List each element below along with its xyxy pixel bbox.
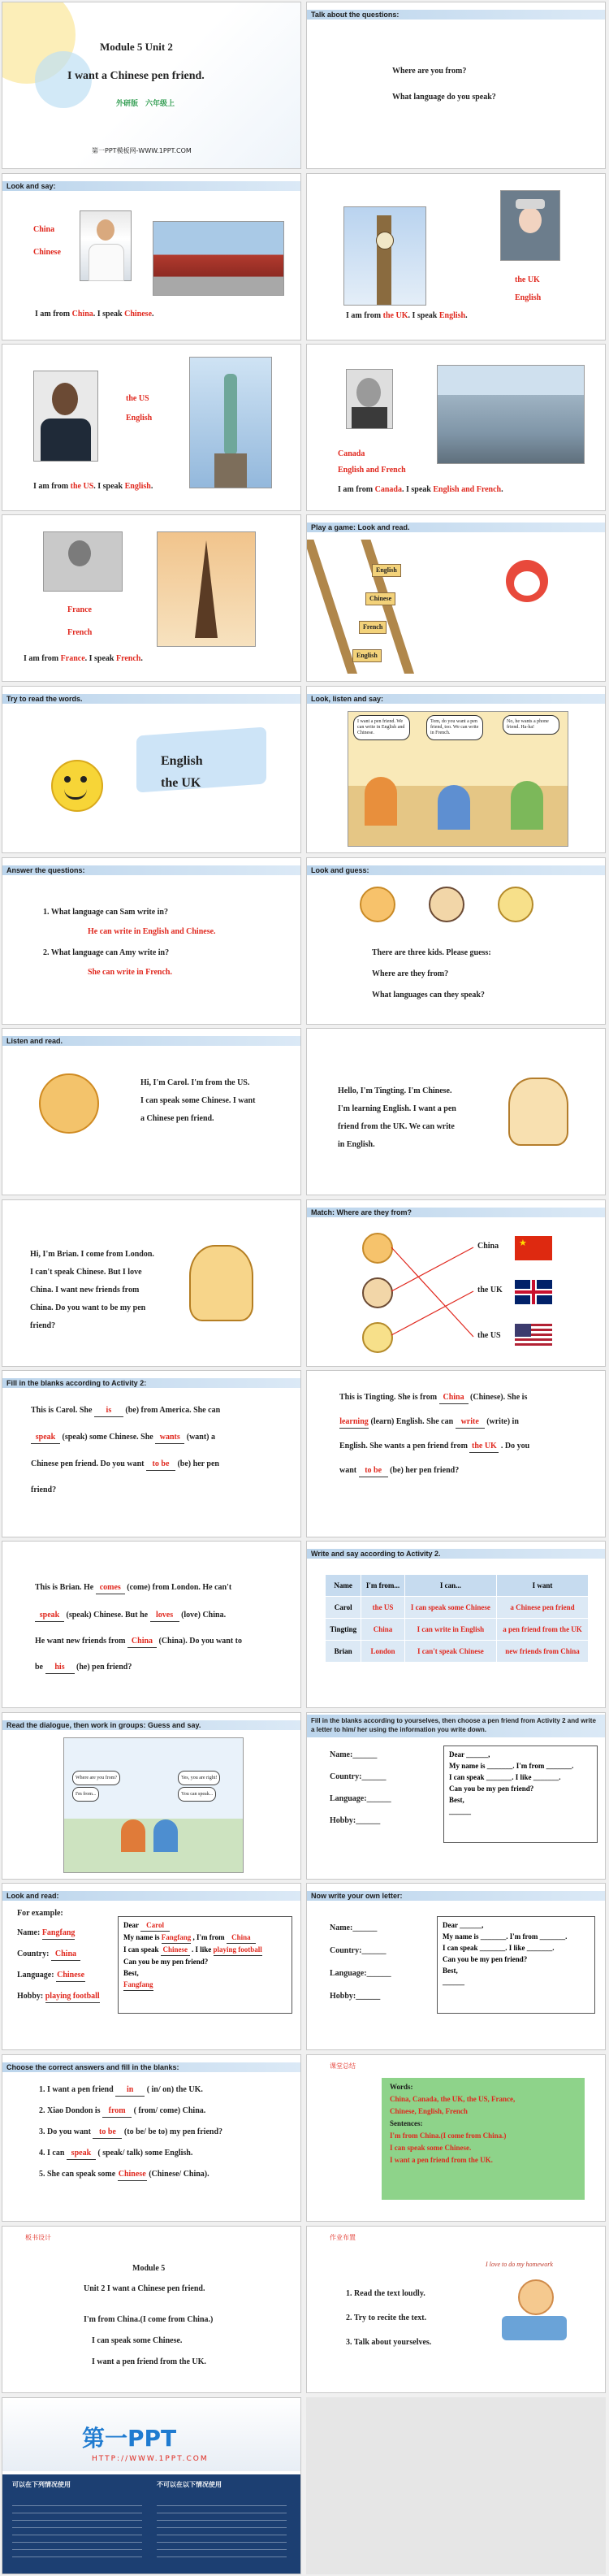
man-portrait-photo [346, 369, 393, 429]
letter-sign: Fangfang [123, 1979, 287, 1991]
slide-header: Look and guess: [307, 865, 605, 875]
sentence: I am from China. I speak Chinese. [35, 310, 154, 319]
exercise-3: 3. Do you want to be (to be/ be to) my pen friend? [39, 2127, 222, 2139]
slide-ladder-game [306, 514, 606, 682]
slide-own-letter [306, 1883, 606, 2050]
classroom-illustration [348, 711, 568, 847]
letter-line-1: My name is Fangfang , I'm from China [123, 1932, 287, 1944]
field-name: Name: Fangfang [17, 1928, 75, 1940]
queen-photo [500, 190, 560, 261]
speech-bubble-2: Tom, do you want a pen friend, too. We can write in French. [426, 715, 483, 740]
letter-best: Best, [443, 1967, 458, 1975]
subtitle: I want a Chinese pen friend. [67, 70, 205, 82]
guess-line-2: Where are they from? [372, 969, 449, 978]
homework-caption: I love to do my homework [486, 2261, 553, 2268]
question-1: 1. What language can Sam write in? [43, 908, 168, 917]
slide-header: Choose the correct answers and fill in the blanks: [2, 2062, 300, 2072]
sentence-2: I can speak some Chinese. [390, 2144, 472, 2152]
table-row [326, 1597, 589, 1619]
language-label: English and French [338, 466, 406, 475]
slide-header: Talk about the questions: [307, 10, 605, 20]
slide-match [306, 1199, 606, 1367]
letter-dear: Dear Carol [123, 1919, 287, 1932]
slide-fill-brian [2, 1541, 301, 1708]
table-cell: I can speak some Chinese [404, 1597, 496, 1619]
exercise-1: 1. I want a pen friend in ( in/ on) the UK. [39, 2084, 203, 2097]
letter-line-2: I can speak _______. I like _______. [443, 1944, 555, 1952]
fill-line-1: This is Carol. She is (be) from America. She can [31, 1405, 220, 1417]
letter-line-3: Can you be my pen friend? [449, 1785, 534, 1793]
language-label: French [67, 628, 93, 637]
fill-line-4: want to be (be) her pen friend? [339, 1465, 459, 1477]
table-cell: I can write in English [404, 1619, 496, 1641]
slide-china [2, 173, 301, 340]
homework-2: 2. Try to recite the text. [346, 2314, 427, 2322]
slide-header: Look, listen and say: [307, 694, 605, 704]
field-hobby: Hobby:______ [330, 1992, 381, 2001]
field-language: Language: Chinese [17, 1970, 85, 1982]
carol-line-1: Hi, I'm Carol. I'm from the US. [140, 1078, 250, 1087]
field-country: Country:______ [330, 1946, 387, 1955]
country-label: the UK [515, 275, 540, 284]
slide-fill-tingting [306, 1370, 606, 1537]
slide-header: Listen and read. [2, 1036, 300, 1046]
table-cell: a pen friend from the UK [497, 1619, 589, 1641]
kid-3-icon [498, 887, 533, 922]
board-tag: 板书设计 [25, 2234, 51, 2241]
info-table [325, 1574, 589, 1663]
slide-header: Fill in the blanks according to Activity 2: [2, 1378, 300, 1388]
example-label: For example: [17, 1909, 63, 1918]
table-cell: new friends from China [497, 1641, 589, 1663]
country-uk: the UK [477, 1286, 503, 1295]
usage-allowed-title: 可以在下列情况使用 [12, 2481, 71, 2488]
word-1: English [161, 754, 203, 768]
slide-summary [306, 2054, 606, 2222]
slide-header: Look and read: [2, 1891, 300, 1901]
field-language: Language:______ [330, 1969, 391, 1978]
board-line-2: Unit 2 I want a Chinese pen friend. [84, 2284, 205, 2293]
slide-talk-questions [306, 2, 606, 169]
obama-photo [33, 371, 98, 462]
title: Module 5 Unit 2 [100, 41, 173, 53]
letter-line-3: Can you be my pen friend? [443, 1955, 528, 1963]
ladder-rung-4: English [352, 649, 382, 662]
table-row [326, 1619, 589, 1641]
language-label: English [126, 414, 153, 423]
tingting-line-1: Hello, I'm Tingting. I'm Chinese. [338, 1086, 452, 1095]
words-label: Words: [390, 2083, 413, 2091]
board-line-1: Module 5 [132, 2264, 166, 2273]
field-language: Language:______ [330, 1794, 391, 1803]
letter-best: Best, [123, 1969, 139, 1977]
letter-dear: Dear ______, [443, 1921, 484, 1929]
slide-fill-carol [2, 1370, 301, 1537]
fill-line-1: This is Tingting. She is from China (Chinese). She is [339, 1392, 527, 1404]
slide-example-letter [2, 1883, 301, 2050]
tingting-line-4: in English. [338, 1140, 375, 1149]
usage-forbidden-title: 不可以在以下情况使用 [157, 2481, 222, 2488]
slide-header: Write and say according to Activity 2. [307, 1549, 605, 1559]
sentences-label: Sentences: [390, 2119, 423, 2127]
language-label: Chinese [33, 248, 61, 257]
letter-template [437, 1916, 595, 2014]
field-country: Country: China [17, 1949, 80, 1961]
slide-brand [2, 2397, 301, 2574]
question-1: Where are you from? [392, 67, 467, 76]
sentence: I am from France. I speak French. [24, 654, 143, 663]
table-header-row [326, 1575, 589, 1597]
country-label: the US [126, 394, 149, 403]
match-line-1 [391, 1247, 473, 1337]
sentence: I am from the UK. I speak English. [346, 311, 468, 320]
answer-2: She can write in French. [88, 968, 172, 977]
summary-tag: 课堂总结 [330, 2062, 356, 2070]
guess-line-3: What languages can they speak? [372, 991, 485, 1000]
big-ben-photo [343, 206, 426, 306]
cartoon-character-icon [506, 560, 548, 602]
bubble-3: Yes, you are right! [178, 1771, 220, 1785]
homework-1: 1. Read the text loudly. [346, 2289, 425, 2298]
homework-tag: 作业布置 [330, 2234, 356, 2241]
country-china: China [477, 1242, 499, 1251]
fill-line-2: speak (speak) Chinese. But he loves (love) China. [35, 1610, 226, 1622]
woman-portrait-photo [43, 531, 123, 592]
letter-line-2: I can speak Chinese . I like playing football [123, 1944, 287, 1956]
tiananmen-photo [153, 221, 284, 296]
bubble-2: I'm from... [72, 1787, 99, 1802]
slide-brian [2, 1199, 301, 1367]
slide-header: Try to read the words. [2, 694, 300, 704]
language-label: English [515, 293, 542, 302]
fill-line-2: speak (speak) some Chinese. She wants (want) a [31, 1432, 215, 1444]
carol-cartoon-icon [39, 1073, 99, 1134]
homework-illustration [486, 2259, 583, 2348]
uk-flag-icon [515, 1280, 552, 1304]
slide-header: Now write your own letter: [307, 1891, 605, 1901]
bubble-1: Where are you from? [72, 1771, 120, 1785]
eiffel-tower-photo [157, 531, 256, 647]
slide-canada [306, 344, 606, 511]
speech-bubble-1: I want a pen friend. We can write in English and Chinese. [353, 715, 410, 740]
example-letter [118, 1916, 292, 2014]
field-hobby: Hobby: playing football [17, 1991, 100, 2003]
sentence-3: I want a pen friend from the UK. [390, 2156, 493, 2164]
carol-line-3: a Chinese pen friend. [140, 1114, 214, 1123]
slide-choose-answers [2, 2054, 301, 2222]
brian-line-4: China. Do you want to be my pen [30, 1303, 146, 1312]
china-flag-icon: ★ [515, 1236, 552, 1260]
slide-answer-questions [2, 857, 301, 1025]
brian-line-3: China. I want new friends from [30, 1286, 140, 1295]
tingting-line-3: friend from the UK. We can write [338, 1122, 455, 1131]
exercise-5: 5. She can speak some Chinese (Chinese/ China). [39, 2169, 209, 2181]
slide-write-say-table [306, 1541, 606, 1708]
kid-1-icon [360, 887, 395, 922]
slide-title [2, 2, 301, 169]
letter-line-3: Can you be my pen friend? [123, 1958, 209, 1966]
slide-header-text: Fill in the blanks according to yourselves, then choose a pen friend from Activity 2 and write a letter to him/ her using the information you write down. [311, 1717, 596, 1733]
match-lines [307, 1200, 605, 1366]
country-label: France [67, 605, 92, 614]
slide-header: Match: Where are they from? [307, 1208, 605, 1217]
brand-url: HTTP://WWW.1PPT.COM [92, 2455, 209, 2463]
brian-line-5: friend? [30, 1321, 56, 1330]
tingting-line-2: I'm learning English. I want a pen [338, 1104, 456, 1113]
country-us: the US [477, 1331, 501, 1340]
publisher: 外研版 六年级上 [116, 100, 175, 108]
question-2: 2. What language can Amy write in? [43, 948, 170, 957]
letter-line-1: My name is _______. I'm from _______. [449, 1762, 574, 1770]
question-2: What language do you speak? [392, 93, 496, 102]
slide-look-guess [306, 857, 606, 1025]
table-cell: Carol [326, 1597, 361, 1619]
slide-board-design [2, 2226, 301, 2393]
site-label: 第一PPT模板网-WWW.1PPT.COM [92, 147, 192, 154]
thumbs-up-emoji-icon [51, 760, 103, 812]
tingting-cartoon-icon [508, 1078, 568, 1146]
letter-template [443, 1746, 598, 1843]
slide-header: Look and say: [2, 181, 300, 191]
fill-line-3: He want new friends from China (China). Do you want to [35, 1636, 242, 1648]
slide-look-listen [306, 686, 606, 853]
table-header-cell: I want [497, 1575, 589, 1597]
fill-line-4: be his (he) pen friend? [35, 1662, 132, 1674]
slide-uk [306, 173, 606, 340]
table-cell: London [361, 1641, 404, 1663]
table-row [326, 1641, 589, 1663]
bubble-4: You can speak... [178, 1787, 216, 1802]
brian-line-2: I can't speak Chinese. But I love [30, 1268, 142, 1277]
slide-guess-dialogue [2, 1712, 301, 1880]
match-line-3 [391, 1291, 473, 1335]
modern-building-photo [437, 365, 585, 464]
brand-footer [2, 2474, 300, 2574]
words-line-2: Chinese, English, French [390, 2107, 468, 2115]
slide-header: Answer the questions: [2, 865, 300, 875]
exercise-2: 2. Xiao Dondon is from ( from/ come) China. [39, 2105, 205, 2118]
letter-dear: Dear ______, [449, 1750, 490, 1759]
table-cell: a Chinese pen friend [497, 1597, 589, 1619]
doctor-photo [80, 210, 132, 281]
empty-slot [306, 2397, 606, 2574]
slide-tingting [306, 1028, 606, 1195]
fill-line-3: Chinese pen friend. Do you want to be (be) her pen [31, 1459, 219, 1471]
letter-line-1: My name is _______. I'm from _______. [443, 1932, 568, 1941]
table-cell: I can't speak Chinese [404, 1641, 496, 1663]
words-line-1: China, Canada, the UK, the US, France, [390, 2095, 516, 2103]
letter-best: Best, [449, 1796, 464, 1804]
field-hobby: Hobby:______ [330, 1816, 381, 1825]
speech-bubble-3: No, he wants a phone friend. Ha-ha! [503, 715, 559, 735]
match-line-2 [391, 1247, 473, 1291]
fill-line-2: learning (learn) English. She can write (write) in [339, 1416, 519, 1429]
exercise-4: 4. I can speak ( speak/ talk) some English. [39, 2148, 192, 2160]
brian-cartoon-icon [189, 1245, 253, 1321]
slide-carol [2, 1028, 301, 1195]
word-2: the UK [161, 776, 201, 790]
table-cell: the US [361, 1597, 404, 1619]
ladder-illustration [348, 540, 437, 674]
ladder-rung-2: Chinese [365, 592, 395, 605]
field-name: Name:______ [330, 1750, 378, 1759]
brand-logo: 第一PPT [82, 2425, 177, 2452]
letter-sign: ______ [443, 1978, 464, 1986]
sentence: I am from Canada. I speak English and French. [338, 485, 503, 494]
table-cell: Tingting [326, 1619, 361, 1641]
slide-read-words [2, 686, 301, 853]
letter-line-2: I can speak _______. I like _______. [449, 1773, 561, 1781]
board-line-5: I want a pen friend from the UK. [92, 2357, 206, 2366]
letter-sign: ______ [449, 1807, 471, 1815]
sentence-1: I'm from China.(I come from China.) [390, 2131, 507, 2140]
slide-header: Play a game: Look and read. [307, 523, 605, 532]
table-header-cell: Name [326, 1575, 361, 1597]
fill-line-4: friend? [31, 1485, 57, 1494]
field-country: Country:______ [330, 1772, 387, 1781]
table-header-cell: I'm from... [361, 1575, 404, 1597]
board-line-4: I can speak some Chinese. [92, 2336, 183, 2345]
footer-lines-right [157, 2499, 287, 2564]
sentence: I am from the US. I speak English. [33, 482, 153, 491]
us-flag-icon [515, 1324, 552, 1348]
table-header-cell: I can... [404, 1575, 496, 1597]
carol-line-2: I can speak some Chinese. I want [140, 1096, 256, 1105]
slide-france [2, 514, 301, 682]
ladder-rung-3: French [359, 621, 387, 634]
board-line-3: I'm from China.(I come from China.) [84, 2315, 214, 2324]
table-cell: China [361, 1619, 404, 1641]
fill-line-1: This is Brian. He comes (come) from London. He can't [35, 1582, 231, 1594]
table-cell: Brian [326, 1641, 361, 1663]
country-label: Canada [338, 449, 365, 458]
brian-line-1: Hi, I'm Brian. I come from London. [30, 1250, 154, 1259]
slide-homework [306, 2226, 606, 2393]
country-label: China [33, 225, 55, 234]
group-kids-illustration [63, 1737, 244, 1873]
summary-box [382, 2078, 585, 2200]
slide-header: Read the dialogue, then work in groups: Guess and say. [2, 1720, 300, 1730]
kid-2-icon [429, 887, 464, 922]
field-name: Name:______ [330, 1923, 378, 1932]
footer-lines-left [12, 2499, 142, 2564]
ladder-rung-1: English [372, 564, 401, 577]
statue-of-liberty-photo [189, 357, 272, 488]
guess-line-1: There are three kids. Please guess: [372, 948, 491, 957]
slide-fill-yourself [306, 1712, 606, 1880]
answer-1: He can write in English and Chinese. [88, 927, 216, 936]
fill-line-3: English. She wants a pen friend from the UK . Do you [339, 1441, 529, 1453]
slide-us [2, 344, 301, 511]
homework-3: 3. Talk about yourselves. [346, 2338, 432, 2347]
